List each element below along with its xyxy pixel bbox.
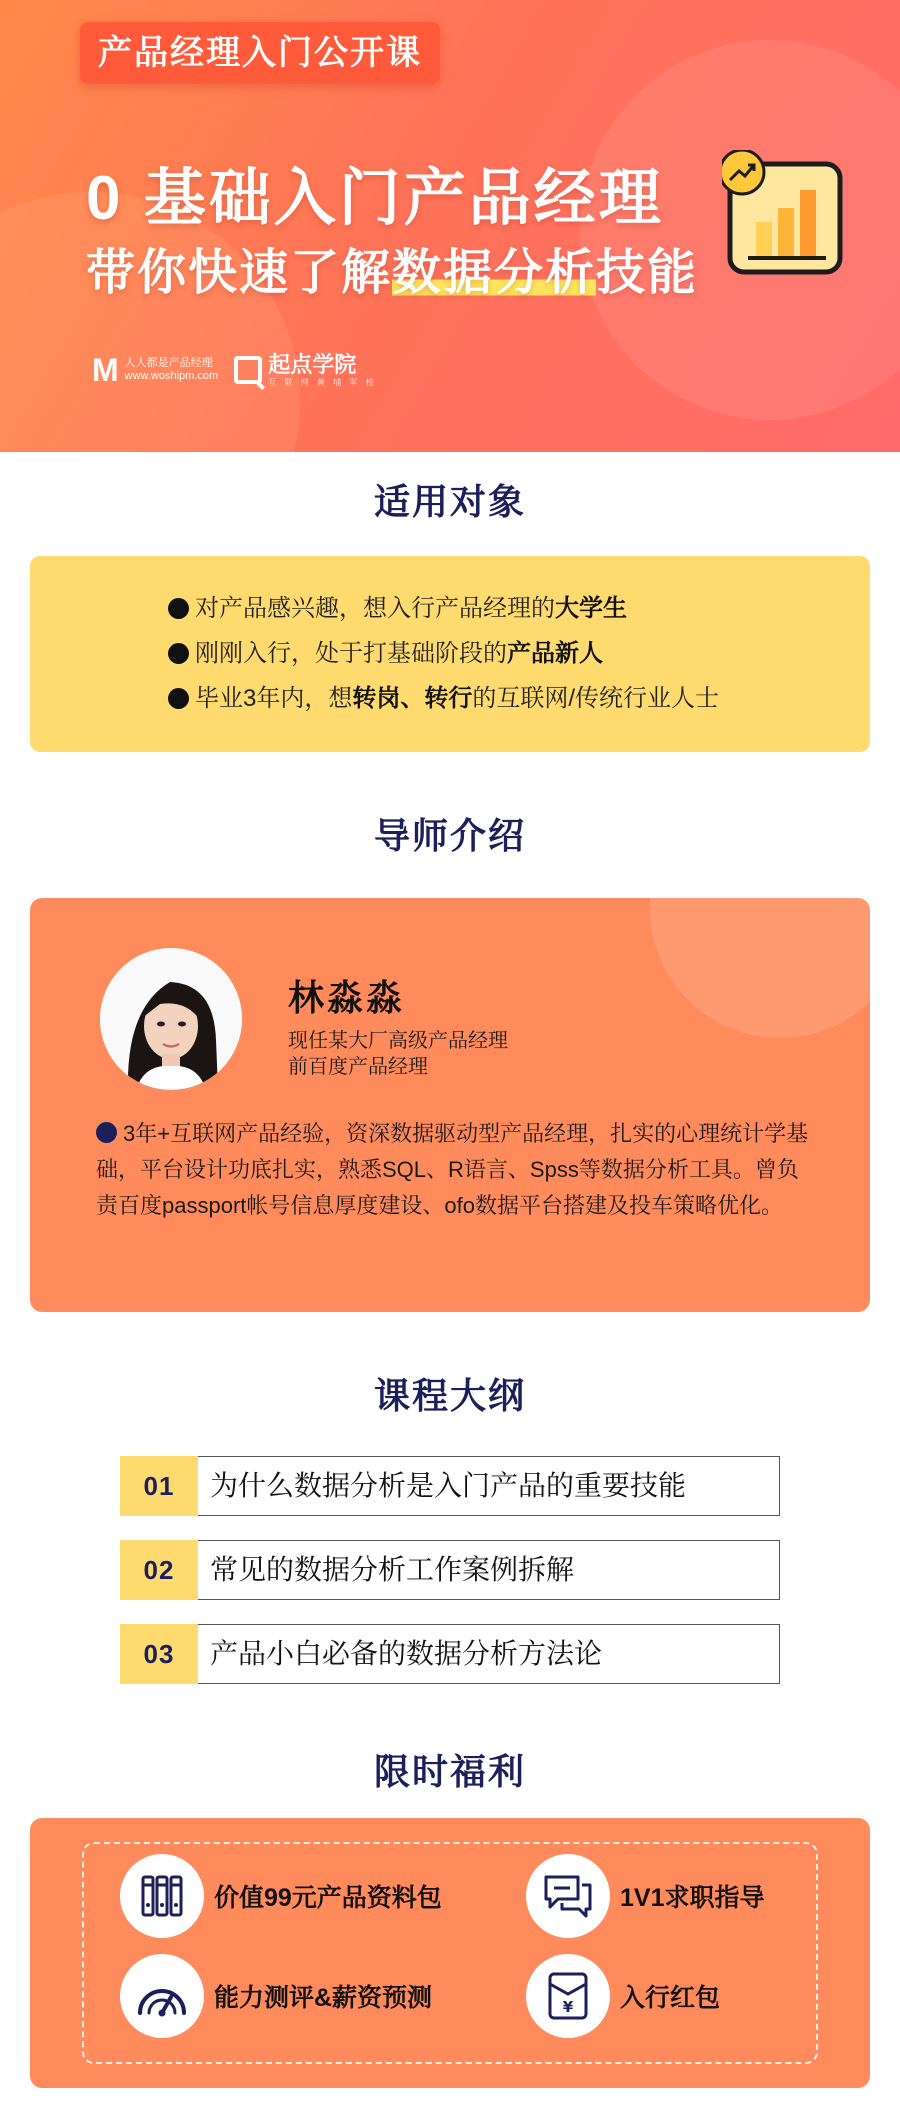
hero-subtitle <box>86 234 698 304</box>
syllabus-text: 产品小白必备的数据分析方法论 <box>198 1624 780 1684</box>
bullet-icon <box>168 598 189 619</box>
audience-item <box>168 631 870 676</box>
chat-icon <box>526 1854 610 1938</box>
syllabus-item <box>120 1540 780 1600</box>
mentor-card <box>30 898 870 1312</box>
section-title-mentor: 导师介绍 <box>373 815 526 856</box>
benefit-item <box>120 1854 442 1938</box>
mentor-description-text: 3年+互联网产品经验，资深数据驱动型产品经理，扎实的心理统计学基础，平台设计功底扎实，熟悉SQL、R语言、Spss等数据分析工具。曾负责百度passport帐号信息厚度建设、ofo数据平台搭建及投车策略优化。 <box>96 1121 809 1218</box>
hero-title: 0 基础入门产品经理 <box>86 164 664 233</box>
audience-bold: 大学生 <box>555 595 627 622</box>
section-title-benefits: 限时福利 <box>373 1751 526 1792</box>
audience-bold: 转岗、转行 <box>352 685 473 712</box>
svg-text:¥: ¥ <box>562 1998 574 2016</box>
section-title-syllabus: 课程大纲 <box>373 1375 526 1416</box>
audience-text: 毕业3年内，想 <box>195 685 353 712</box>
audience-item <box>168 676 870 721</box>
subtitle-part: 带你快速了解 <box>86 246 393 300</box>
qidian-sub: 互 联 网 黄 埔 军 校 <box>268 377 377 387</box>
avatar <box>100 948 242 1090</box>
bar-chart-icon <box>722 150 848 280</box>
subtitle-part: 技能 <box>596 246 699 300</box>
audience-bold: 产品新人 <box>507 640 603 667</box>
red-envelope-icon <box>526 1954 610 2038</box>
section-title-audience: 适用对象 <box>373 481 526 522</box>
syllabus-item <box>120 1456 780 1516</box>
syllabus-number: 01 <box>120 1456 198 1516</box>
syllabus-number: 03 <box>120 1624 198 1684</box>
qidian-name: 起点学院 <box>268 351 357 377</box>
audience-text: 的互联网/传统行业人士 <box>472 685 720 712</box>
benefit-label: 价值99元产品资料包 <box>214 1884 442 1912</box>
woshipm-logo <box>92 354 218 386</box>
benefit-label: 入行红包 <box>620 1984 721 2012</box>
bullet-icon <box>96 1122 117 1143</box>
subtitle-highlight: 数据分析 <box>392 246 597 300</box>
audience-item <box>168 586 870 631</box>
bullet-icon <box>168 688 189 709</box>
course-tag: 产品经理入门公开课 <box>80 22 440 84</box>
qidian-mark <box>234 356 262 384</box>
benefit-item <box>120 1954 432 2038</box>
mentor-role-former: 前百度产品经理 <box>288 1056 428 1078</box>
woshipm-mark: M <box>92 352 119 388</box>
audience-card <box>30 556 870 752</box>
benefit-label: 1V1求职指导 <box>620 1884 765 1912</box>
benefit-item <box>526 1954 720 2038</box>
woshipm-url: www.woshipm.com <box>124 370 219 382</box>
mentor-name: 林淼淼 <box>288 977 406 1018</box>
benefit-item <box>526 1854 764 1938</box>
mentor-role-current: 现任某大厂高级产品经理 <box>288 1030 508 1052</box>
bullet-icon <box>168 643 189 664</box>
mentor-description <box>96 1116 816 1224</box>
qidian-logo <box>234 353 376 388</box>
audience-text: 对产品感兴趣，想入行产品经理的 <box>195 595 555 622</box>
syllabus-text: 常见的数据分析工作案例拆解 <box>198 1540 780 1600</box>
syllabus-number: 02 <box>120 1540 198 1600</box>
hero-banner <box>0 0 900 452</box>
woshipm-name: 人人都是产品经理 <box>124 357 213 369</box>
audience-text: 刚刚入行，处于打基础阶段的 <box>195 640 507 667</box>
mentor-role <box>288 1028 508 1080</box>
binders-icon <box>120 1854 204 1938</box>
gauge-icon <box>120 1954 204 2038</box>
syllabus-text: 为什么数据分析是入门产品的重要技能 <box>198 1456 780 1516</box>
decorative-circle <box>650 898 870 1038</box>
syllabus-item <box>120 1624 780 1684</box>
partner-logos <box>92 350 377 390</box>
benefit-label: 能力测评&薪资预测 <box>214 1984 433 2012</box>
benefits-card <box>30 1818 870 2088</box>
